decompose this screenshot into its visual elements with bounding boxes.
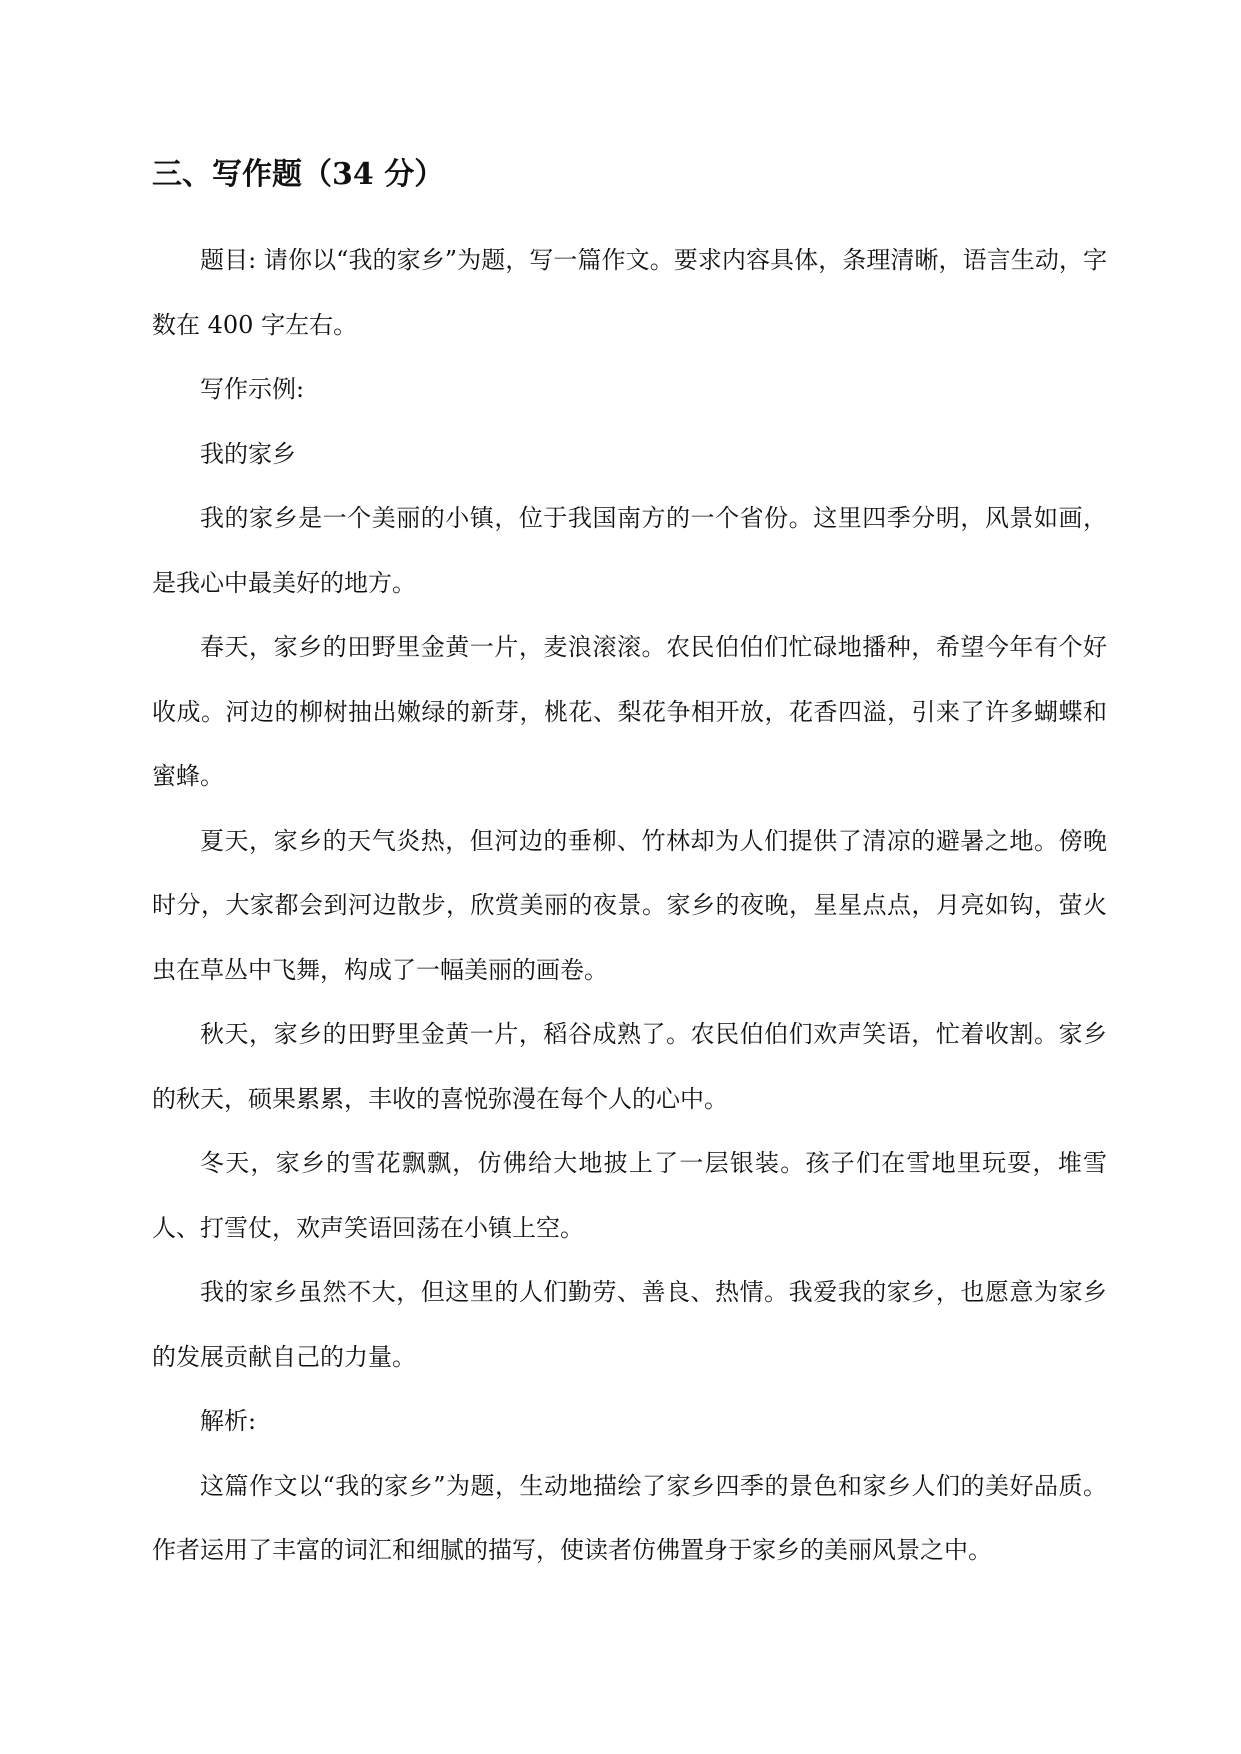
section-title: 三、写作题（34 分） — [152, 157, 445, 192]
essay-paragraph: 冬天，家乡的雪花飘飘，仿佛给大地披上了一层银装。孩子们在雪地里玩耍，堆雪人、打雪仗，欢声笑语回荡在小镇上空。 — [152, 1149, 1107, 1242]
document-body — [152, 228, 1107, 1583]
analysis-text: 这篇作文以“我的家乡”为题，生动地描绘了家乡四季的景色和家乡人们的美好品质。作者运用了丰富的词汇和细腻的描写，使读者仿佛置身于家乡的美丽风景之中。 — [152, 1471, 1107, 1564]
essay-paragraph: 我的家乡是一个美丽的小镇，位于我国南方的一个省份。这里四季分明，风景如画，是我心中最美好的地方。 — [152, 504, 1107, 597]
essay-paragraph: 秋天，家乡的田野里金黄一片，稻谷成熟了。农民伯伯们欢声笑语，忙着收割。家乡的秋天，硕果累累，丰收的喜悦弥漫在每个人的心中。 — [152, 1020, 1107, 1113]
essay-title: 我的家乡 — [200, 439, 296, 468]
analysis-label: 解析: — [200, 1407, 257, 1435]
essay-paragraph: 春天，家乡的田野里金黄一片，麦浪滚滚。农民伯伯们忙碌地播种，希望今年有个好收成。河边的柳树抽出嫩绿的新芽，桃花、梨花争相开放，花香四溢，引来了许多蝴蝶和蜜蜂。 — [152, 633, 1107, 790]
question-prompt: 题目: 请你以“我的家乡”为题，写一篇作文。要求内容具体，条理清晰，语言生动，字数在 400 字左右。 — [152, 246, 1107, 339]
example-label: 写作示例: — [200, 375, 305, 403]
essay-paragraph: 我的家乡虽然不大，但这里的人们勤劳、善良、热情。我爱我的家乡，也愿意为家乡的发展贡献自己的力量。 — [152, 1278, 1107, 1371]
essay-paragraph: 夏天，家乡的天气炎热，但河边的垂柳、竹林却为人们提供了清凉的避暑之地。傍晚时分，大家都会到河边散步，欣赏美丽的夜景。家乡的夜晚，星星点点，月亮如钩，萤火虫在草丛中飞舞，构成了一幅美丽的画卷。 — [152, 826, 1107, 984]
